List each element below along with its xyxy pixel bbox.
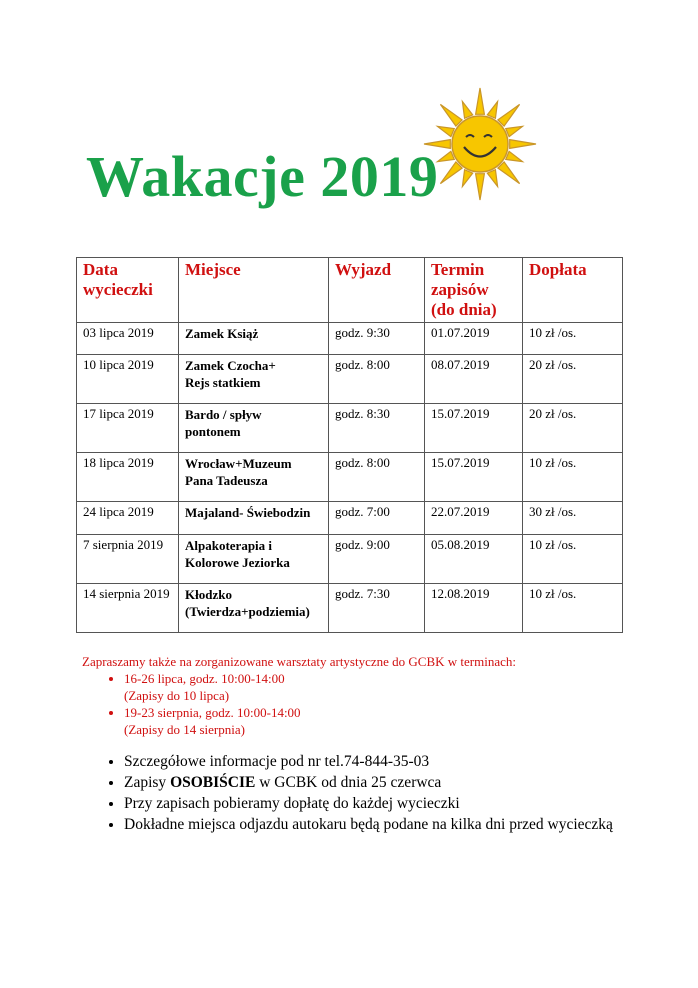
sun-ray [462,102,472,119]
cell-place [179,323,329,355]
cell-signup: 12.08.2019 [425,584,523,633]
cell-place [179,453,329,502]
table-row [77,535,623,584]
cell-departure: godz. 7:30 [329,584,425,633]
cell-date: 18 lipca 2019 [77,453,179,502]
cell-place [179,502,329,535]
list-item: • Szczegółowe informacje pod nr tel.74-844-35-03 [124,752,626,772]
table-row [77,502,623,535]
cell-signup: 01.07.2019 [425,323,523,355]
place-line-2: Kolorowe Jeziorka [185,555,290,570]
sun-ray [487,102,497,119]
sun-ray [476,88,485,114]
table-row [77,584,623,633]
place-line-2: (Twierdza+podziemia) [185,604,310,619]
cell-place [179,355,329,404]
table-row [77,355,623,404]
header-place: Miejsce [179,258,329,323]
workshop-signup: (Zapisy do 10 lipca) [124,688,230,703]
list-item: • Przy zapisach pobieramy dopłatę do każdej wycieczki [124,794,626,814]
signup-text-post: w GCBK od dnia 25 czerwca [255,774,442,791]
trips-table [76,257,623,633]
cell-date: 03 lipca 2019 [77,323,179,355]
workshop-dates: 16-26 lipca, godz. 10:00-14:00 [124,671,285,686]
sun-ray [498,104,520,126]
cell-signup: 22.07.2019 [425,502,523,535]
list-item [124,773,626,793]
workshops-section [82,653,642,738]
sun-ray [506,126,523,136]
sun-ray [424,140,450,149]
header-signup: Termin zapisów (do dnia) [425,258,523,323]
cell-fee: 10 zł /os. [523,323,623,355]
cell-fee: 10 zł /os. [523,535,623,584]
cell-fee: 20 zł /os. [523,404,623,453]
cell-signup: 05.08.2019 [425,535,523,584]
place-line-2: Pana Tadeusza [185,473,268,488]
cell-signup: 08.07.2019 [425,355,523,404]
workshops-intro: Zapraszamy także na zorganizowane warsztaty artystyczne do GCBK w terminach: [82,654,517,669]
cell-departure: godz. 7:00 [329,502,425,535]
place-line-1: Zamek Książ [185,326,259,341]
cell-departure: godz. 9:30 [329,323,425,355]
workshop-signup: (Zapisy do 14 sierpnia) [124,722,245,737]
list-item [124,670,642,704]
place-line-2: pontonem [185,424,241,439]
cell-signup: 15.07.2019 [425,404,523,453]
cell-fee: 10 zł /os. [523,453,623,502]
sun-ray [438,151,455,161]
cell-departure: godz. 8:30 [329,404,425,453]
cell-place [179,584,329,633]
cell-fee: 20 zł /os. [523,355,623,404]
sun-ray [510,140,536,149]
place-line-1: Wrocław+Muzeum [185,456,292,471]
table-row [77,453,623,502]
header-date: Data wycieczki [77,258,179,323]
cell-fee: 30 zł /os. [523,502,623,535]
sun-ray [440,162,462,184]
place-line-1: Zamek Czocha+ [185,358,276,373]
workshop-dates: 19-23 sierpnia, godz. 10:00-14:00 [124,705,301,720]
cell-date: 7 sierpnia 2019 [77,535,179,584]
cell-departure: godz. 8:00 [329,453,425,502]
sun-ray [440,104,462,126]
sun-icon [420,82,540,202]
cell-place [179,404,329,453]
place-line-1: Bardo / spływ [185,407,262,422]
cell-departure: godz. 9:00 [329,535,425,584]
sun-ray [476,174,485,200]
table-row [77,404,623,453]
info-list [86,752,626,835]
signup-in-person: OSOBIŚCIE [170,774,256,791]
cell-date: 24 lipca 2019 [77,502,179,535]
cell-fee: 10 zł /os. [523,584,623,633]
place-line-1: Majaland- Świebodzin [185,505,311,520]
cell-signup: 15.07.2019 [425,453,523,502]
page-title: Wakacje 2019 [86,144,439,209]
sun-ray [438,126,455,136]
sun-ray [462,170,472,187]
list-item: • Dokładne miejsca odjazdu autokaru będą podane na kilka dni przed wycieczką [124,815,626,835]
place-line-1: Alpakoterapia i [185,538,273,553]
cell-date: 14 sierpnia 2019 [77,584,179,633]
sun-face [452,116,508,172]
sun-ray [487,170,497,187]
info-section [86,752,626,836]
workshops-list [82,670,642,738]
table-row [77,323,623,355]
list-item [124,704,642,738]
cell-date: 17 lipca 2019 [77,404,179,453]
header-fee: Dopłata [523,258,623,323]
signup-text-pre: Zapisy [124,774,171,791]
place-line-1: Kłodzko [185,587,232,602]
cell-date: 10 lipca 2019 [77,355,179,404]
cell-departure: godz. 8:00 [329,355,425,404]
sun-ray [506,151,523,161]
sun-ray [498,162,520,184]
cell-place [179,535,329,584]
header-departure: Wyjazd [329,258,425,323]
place-line-2: Rejs statkiem [185,375,261,390]
table-header-row [77,258,623,323]
